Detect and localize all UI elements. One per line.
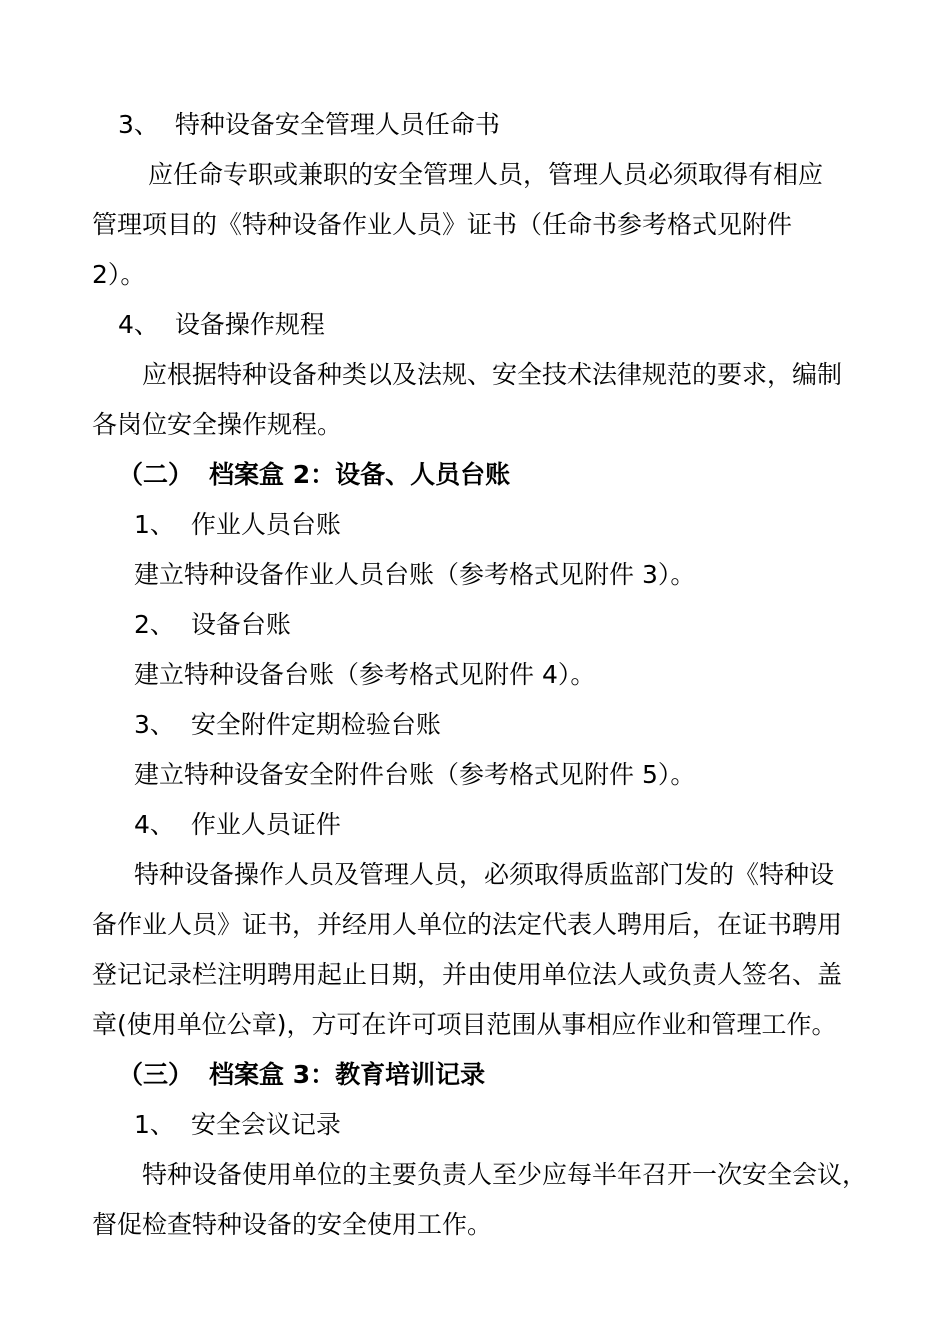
item-heading — [134, 610, 291, 640]
paragraph-line: 应任命专职或兼职的安全管理人员，管理人员必须取得有相应 — [148, 160, 824, 189]
paragraph-line: 备作业人员》证书，并经用人单位的法定代表人聘用后，在证书聘用 — [92, 910, 843, 939]
paragraph-line: 应根据特种设备种类以及法规、安全技术法律规范的要求，编制 — [142, 360, 843, 389]
item-number: 3、 — [118, 110, 159, 139]
section-number: （二） — [118, 460, 194, 489]
paragraph-line: 2）。 — [92, 260, 146, 289]
item-heading-4 — [118, 310, 325, 340]
paragraph-line: 特种设备操作人员及管理人员，必须取得质监部门发的《特种设 — [134, 860, 835, 889]
item-title: 安全附件定期检验台账 — [190, 710, 441, 739]
item-heading — [134, 810, 341, 840]
item-title: 特种设备安全管理人员任命书 — [174, 110, 500, 139]
item-heading — [134, 1110, 341, 1140]
section-heading-2 — [118, 460, 510, 490]
item-title: 安全会议记录 — [190, 1110, 341, 1139]
section-title: 档案盒 3：教育培训记录 — [209, 1060, 486, 1089]
item-title: 作业人员台账 — [190, 510, 341, 539]
paragraph-line: 建立特种设备安全附件台账（参考格式见附件 5）。 — [134, 760, 696, 789]
item-title: 设备操作规程 — [174, 310, 325, 339]
item-heading — [134, 710, 441, 740]
item-number: 1、 — [134, 1110, 175, 1139]
item-number: 2、 — [134, 610, 175, 639]
item-title: 设备台账 — [190, 610, 291, 639]
paragraph-line: 登记记录栏注明聘用起止日期，并由使用单位法人或负责人签名、盖 — [92, 960, 843, 989]
item-number: 3、 — [134, 710, 175, 739]
paragraph-line: 管理项目的《特种设备作业人员》证书（任命书参考格式见附件 — [92, 210, 793, 239]
paragraph-line: 建立特种设备台账（参考格式见附件 4）。 — [134, 660, 596, 689]
paragraph-line: 章(使用单位公章)，方可在许可项目范围从事相应作业和管理工作。 — [92, 1010, 837, 1039]
item-heading — [134, 510, 341, 540]
paragraph-line: 特种设备使用单位的主要负责人至少应每半年召开一次安全会议， — [142, 1160, 868, 1189]
item-number: 4、 — [134, 810, 175, 839]
paragraph-line: 建立特种设备作业人员台账（参考格式见附件 3）。 — [134, 560, 696, 589]
item-number: 1、 — [134, 510, 175, 539]
item-number: 4、 — [118, 310, 159, 339]
item-heading-3 — [118, 110, 500, 140]
section-heading-3 — [118, 1060, 485, 1090]
paragraph-line: 督促检查特种设备的安全使用工作。 — [92, 1210, 493, 1239]
section-number: （三） — [118, 1060, 194, 1089]
paragraph-line: 各岗位安全操作规程。 — [92, 410, 343, 439]
section-title: 档案盒 2：设备、人员台账 — [209, 460, 511, 489]
item-title: 作业人员证件 — [190, 810, 341, 839]
